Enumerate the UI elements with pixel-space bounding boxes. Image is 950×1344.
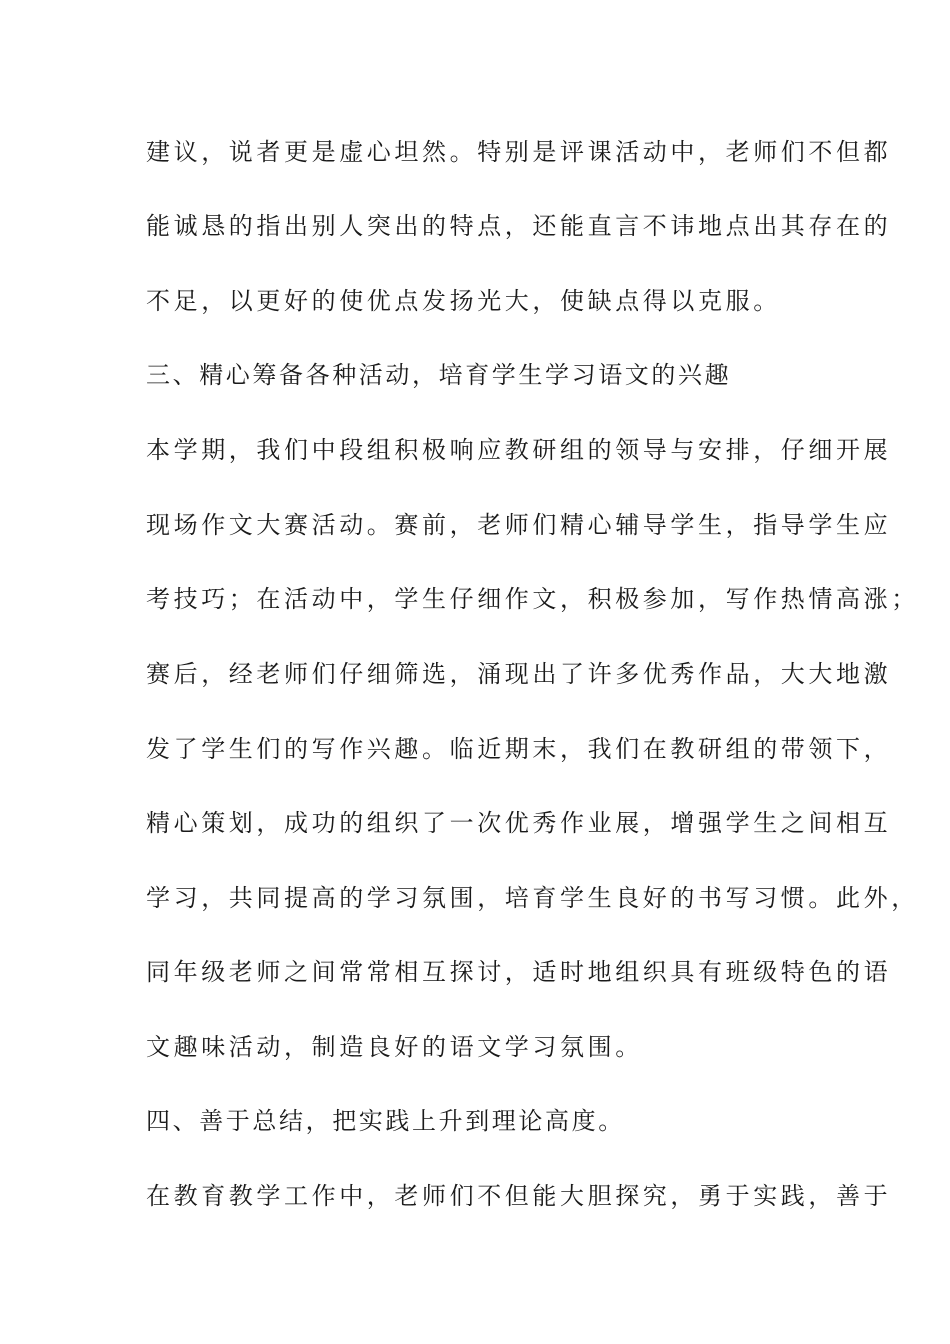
paragraph-line: 赛后，经老师们仔细筛选，涌现出了许多优秀作品，大大地激 bbox=[146, 660, 892, 688]
paragraph-line: 文趣味活动，制造良好的语文学习氛围。 bbox=[146, 1033, 643, 1061]
paragraph-line: 考技巧；在活动中，学生仔细作文，积极参加，写作热情高涨； bbox=[146, 585, 919, 613]
paragraph-line: 能诚恳的指出别人突出的特点，还能直言不讳地点出其存在的 bbox=[146, 212, 892, 240]
paragraph-line: 不足，以更好的使优点发扬光大，使缺点得以克服。 bbox=[146, 287, 781, 315]
paragraph-line: 发了学生们的写作兴趣。临近期末，我们在教研组的带领下， bbox=[146, 735, 892, 763]
paragraph-line: 精心策划，成功的组织了一次优秀作业展，增强学生之间相互 bbox=[146, 809, 892, 837]
paragraph-line: 学习，共同提高的学习氛围，培育学生良好的书写习惯。此外， bbox=[146, 884, 919, 912]
paragraph-line: 本学期，我们中段组积极响应教研组的领导与安排，仔细开展 bbox=[146, 436, 892, 464]
paragraph-line: 建议，说者更是虚心坦然。特别是评课活动中，老师们不但都 bbox=[146, 138, 892, 166]
paragraph-line: 同年级老师之间常常相互探讨，适时地组织具有班级特色的语 bbox=[146, 958, 892, 986]
paragraph-line: 在教育教学工作中，老师们不但能大胆探究，勇于实践，善于 bbox=[146, 1182, 892, 1210]
section-heading: 四、善于总结，把实践上升到理论高度。 bbox=[146, 1107, 625, 1135]
section-heading: 三、精心筹备各种活动，培育学生学习语文的兴趣 bbox=[146, 361, 732, 389]
paragraph-line: 现场作文大赛活动。赛前，老师们精心辅导学生，指导学生应 bbox=[146, 511, 892, 539]
